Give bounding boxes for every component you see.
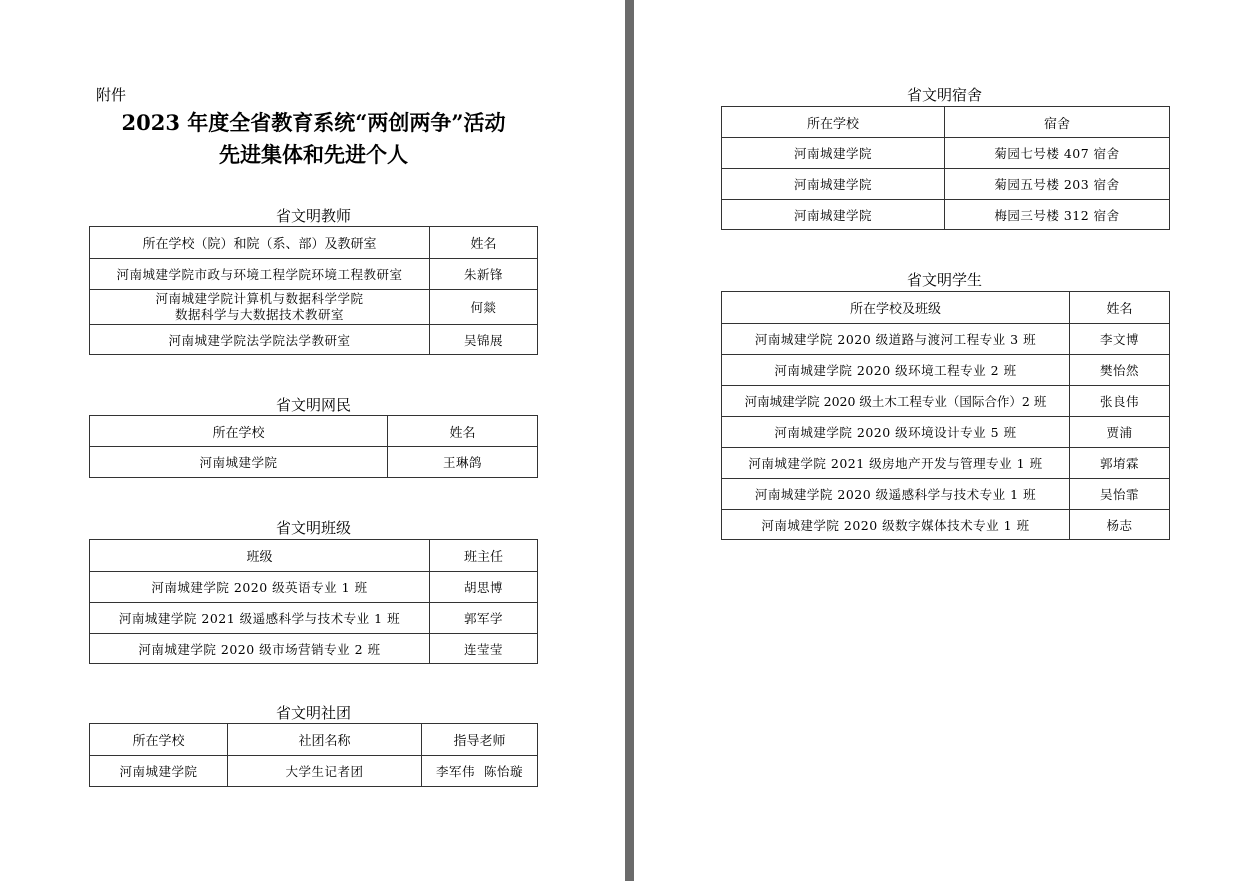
document-title-line1: 2023 年度全省教育系统“两创两争”活动 <box>121 110 506 135</box>
column-header: 姓名 <box>1070 292 1170 324</box>
table-row <box>90 447 538 478</box>
table-cell: 张良伟 <box>1070 386 1170 417</box>
table-cell: 吴怡霏 <box>1070 479 1170 510</box>
table-cell: 河南城建学院 <box>90 756 228 787</box>
table-cell: 连莹莹 <box>430 634 538 664</box>
table-cell: 河南城建学院 2020 级土木工程专业（国际合作）2 班 <box>722 386 1070 417</box>
table-cell: 梅园三号楼 312 宿舍 <box>945 200 1170 230</box>
table-cell: 菊园七号楼 407 宿舍 <box>945 138 1170 169</box>
table-cell: 郭堉霖 <box>1070 448 1170 479</box>
column-header: 所在学校 <box>90 724 228 756</box>
table-cell: 河南城建学院 2020 级环境设计专业 5 班 <box>722 417 1070 448</box>
column-header: 社团名称 <box>228 724 422 756</box>
table-cell: 河南城建学院 <box>90 447 388 478</box>
table-cell: 河南城建学院 2020 级市场营销专业 2 班 <box>90 634 430 664</box>
section-title-dorms: 省文明宿舍 <box>906 86 982 104</box>
table-row <box>722 448 1170 479</box>
table-row <box>90 603 538 634</box>
table-row <box>722 386 1170 417</box>
section-title-students: 省文明学生 <box>906 271 982 289</box>
document-page-right <box>634 0 1256 881</box>
table-cell: 河南城建学院 2021 级房地产开发与管理专业 1 班 <box>722 448 1070 479</box>
students-table <box>721 291 1170 540</box>
table-row <box>722 479 1170 510</box>
table-cell: 河南城建学院 <box>722 169 945 200</box>
table-header-row <box>722 292 1170 324</box>
column-header: 班级 <box>90 540 430 572</box>
dorms-table <box>721 106 1170 230</box>
table-row <box>90 259 538 290</box>
table-cell: 河南城建学院 2020 级环境工程专业 2 班 <box>722 355 1070 386</box>
column-header: 宿舍 <box>945 107 1170 138</box>
column-header: 所在学校（院）和院（系、部）及教研室 <box>90 227 430 259</box>
table-row <box>722 169 1170 200</box>
section-title-classes: 省文明班级 <box>275 519 351 537</box>
column-header: 所在学校及班级 <box>722 292 1070 324</box>
classes-table <box>89 539 538 664</box>
column-header: 班主任 <box>430 540 538 572</box>
table-cell: 河南城建学院 2021 级遥感科学与技术专业 1 班 <box>90 603 430 634</box>
table-cell: 河南城建学院 2020 级道路与渡河工程专业 3 班 <box>722 324 1070 355</box>
table-row <box>90 325 538 355</box>
table-row <box>90 572 538 603</box>
table-cell: 河南城建学院市政与环境工程学院环境工程教研室 <box>90 259 430 290</box>
section-title-netizens: 省文明网民 <box>275 396 351 414</box>
table-cell: 李文博 <box>1070 324 1170 355</box>
table-row <box>722 324 1170 355</box>
document-title-line2: 先进集体和先进个人 <box>219 142 408 167</box>
table-cell: 菊园五号楼 203 宿舍 <box>945 169 1170 200</box>
cell-line: 数据科学与大数据技术教研室 <box>174 307 344 322</box>
cell-line: 河南城建学院计算机与数据科学学院 <box>155 291 364 306</box>
table-cell: 大学生记者团 <box>228 756 422 787</box>
table-header-row <box>90 227 538 259</box>
table-row <box>90 756 538 787</box>
teachers-table <box>89 226 538 355</box>
column-header: 所在学校 <box>722 107 945 138</box>
table-cell: 胡思博 <box>430 572 538 603</box>
column-header: 姓名 <box>430 227 538 259</box>
table-cell: 何燚 <box>430 290 538 325</box>
table-cell: 河南城建学院 <box>722 200 945 230</box>
table-cell: 郭军学 <box>430 603 538 634</box>
table-row <box>722 200 1170 230</box>
table-cell: 樊怡然 <box>1070 355 1170 386</box>
table-cell: 贾浦 <box>1070 417 1170 448</box>
table-cell: 吴锦展 <box>430 325 538 355</box>
document-page-left <box>0 0 625 881</box>
table-cell: 朱新锋 <box>430 259 538 290</box>
table-row <box>722 417 1170 448</box>
table-cell: 河南城建学院法学院法学教研室 <box>90 325 430 355</box>
table-header-row <box>90 416 538 447</box>
table-row <box>722 138 1170 169</box>
table-row <box>722 510 1170 540</box>
column-header: 指导老师 <box>422 724 538 756</box>
table-row <box>90 290 538 325</box>
table-header-row <box>722 107 1170 138</box>
table-cell <box>90 290 430 325</box>
table-cell: 杨志 <box>1070 510 1170 540</box>
column-header: 姓名 <box>388 416 538 447</box>
table-cell: 河南城建学院 2020 级遥感科学与技术专业 1 班 <box>722 479 1070 510</box>
page-divider <box>625 0 634 881</box>
clubs-table <box>89 723 538 787</box>
section-title-teachers: 省文明教师 <box>275 207 351 225</box>
netizens-table <box>89 415 538 478</box>
attachment-label: 附件 <box>96 86 127 104</box>
table-row <box>90 634 538 664</box>
column-header: 所在学校 <box>90 416 388 447</box>
table-cell: 河南城建学院 2020 级数字媒体技术专业 1 班 <box>722 510 1070 540</box>
table-cell: 王琳鸽 <box>388 447 538 478</box>
section-title-clubs: 省文明社团 <box>275 704 351 722</box>
table-cell: 河南城建学院 <box>722 138 945 169</box>
table-cell: 李军伟 陈怡璇 <box>422 756 538 787</box>
table-header-row <box>90 724 538 756</box>
table-row <box>722 355 1170 386</box>
table-header-row <box>90 540 538 572</box>
table-cell: 河南城建学院 2020 级英语专业 1 班 <box>90 572 430 603</box>
